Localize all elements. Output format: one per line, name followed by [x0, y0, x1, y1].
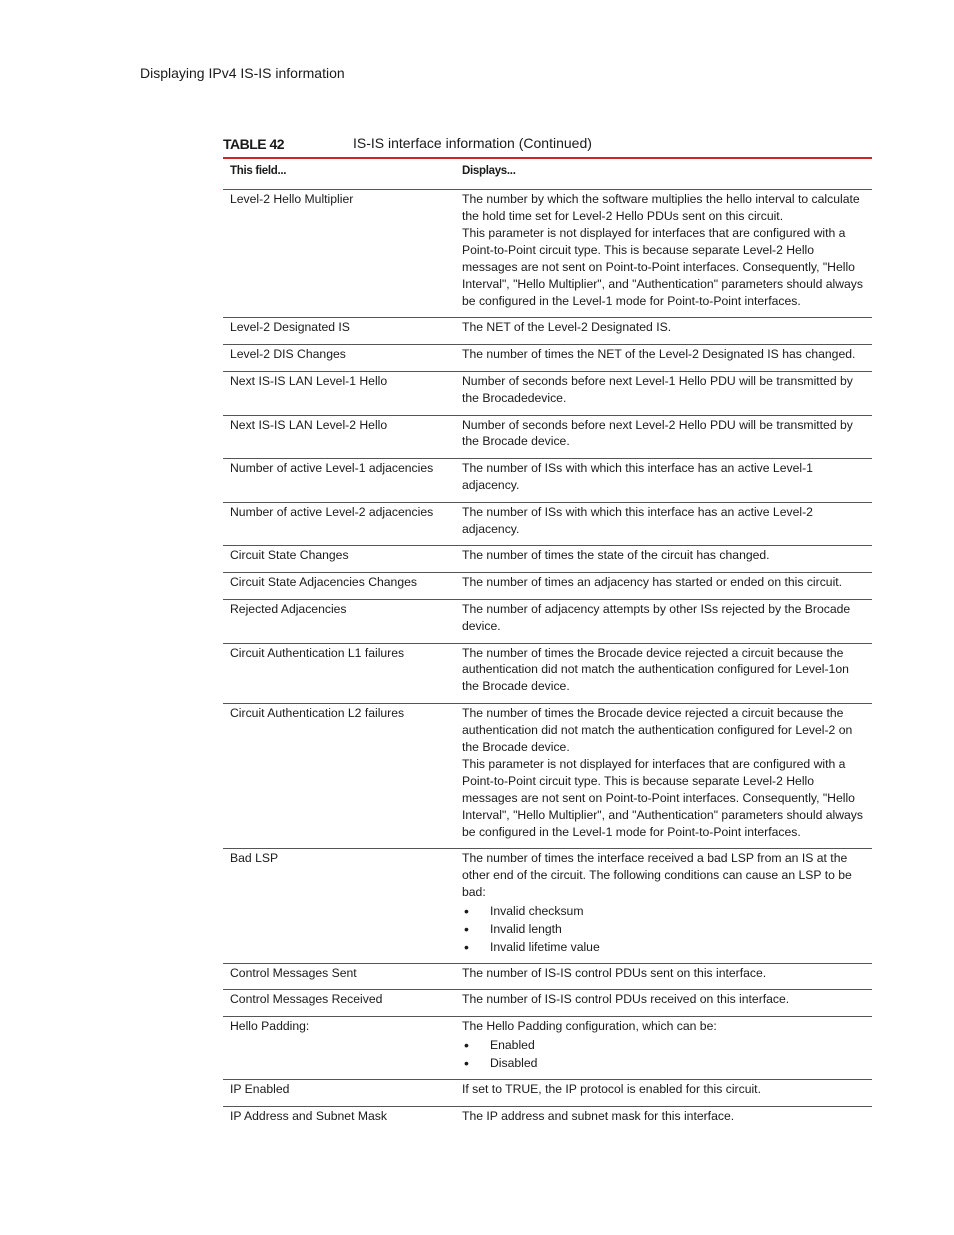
description-cell	[455, 415, 872, 459]
bullet-icon: •	[464, 902, 469, 919]
field-cell: IP Enabled	[223, 1080, 455, 1107]
table-row	[223, 1080, 872, 1107]
description-cell	[455, 1080, 872, 1107]
description-paragraph: The number of times an adjacency has started or ended on this circuit.	[462, 575, 843, 590]
running-header: Displaying IPv4 IS-IS information	[140, 65, 345, 81]
field-cell: Number of active Level-1 adjacencies	[223, 459, 455, 503]
table-row	[223, 990, 872, 1017]
description-paragraph: The number of times the interface received a bad LSP from an IS at the other end of the circuit. The following conditions can cause an LSP to be bad:	[462, 851, 852, 899]
bullet-icon: •	[464, 938, 469, 955]
table-row	[223, 318, 872, 345]
table-body	[223, 189, 872, 1132]
bullet-item	[462, 938, 865, 956]
description-paragraph: This parameter is not displayed for interfaces that are configured with a Point-to-Point circuit type. This is because separate Level-2 Hello messages are not sent on Point-to-Point interfaces. Consequently, "Hello Interval", "Hello Multiplier", and "Authentication" parameters should always be configured in the Level-1 mode for Point-to-Point interfaces.	[462, 226, 863, 308]
bullet-icon: •	[464, 920, 469, 937]
bullet-text: Disabled	[490, 1056, 538, 1071]
table-row	[223, 371, 872, 415]
field-cell: Level-2 Hello Multiplier	[223, 189, 455, 318]
bullet-text: Invalid lifetime value	[490, 939, 600, 954]
column-header-field: This field...	[223, 158, 455, 189]
field-cell: Level-2 Designated IS	[223, 318, 455, 345]
field-cell: Circuit State Adjacencies Changes	[223, 573, 455, 600]
bullet-text: Enabled	[490, 1038, 535, 1053]
bullet-list	[462, 902, 865, 956]
table-row	[223, 849, 872, 963]
field-cell: Circuit Authentication L2 failures	[223, 703, 455, 848]
description-paragraph: The number of adjacency attempts by other ISs rejected by the Brocade device.	[462, 601, 851, 633]
description-cell	[455, 963, 872, 990]
description-paragraph: The number of times the state of the circuit has changed.	[462, 548, 770, 563]
description-paragraph: This parameter is not displayed for interfaces that are configured with a Point-to-Point circuit type. This is because separate Level-2 Hello messages are not sent on Point-to-Point interfaces. Consequently, "Hello Interval", "Hello Multiplier", and "Authentication" parameters should always be configured in the Level-1 mode for Point-to-Point interfaces.	[462, 757, 863, 839]
description-cell	[455, 703, 872, 848]
field-cell: Control Messages Sent	[223, 963, 455, 990]
description-paragraph: Number of seconds before next Level-2 Hello PDU will be transmitted by the Brocade device.	[462, 417, 853, 449]
field-cell: Rejected Adjacencies	[223, 599, 455, 643]
table-row	[223, 415, 872, 459]
description-paragraph: The IP address and subnet mask for this interface.	[462, 1108, 735, 1123]
description-cell	[455, 318, 872, 345]
description-cell	[455, 345, 872, 372]
bullet-list	[462, 1036, 865, 1072]
description-cell	[455, 1017, 872, 1080]
table-row	[223, 1106, 872, 1132]
table-row	[223, 573, 872, 600]
table-row	[223, 599, 872, 643]
description-cell	[455, 371, 872, 415]
table-row	[223, 345, 872, 372]
description-cell	[455, 502, 872, 546]
description-cell	[455, 599, 872, 643]
field-cell: Control Messages Received	[223, 990, 455, 1017]
table-title: IS-IS interface information (Continued)	[353, 135, 592, 151]
interface-info-table	[223, 157, 872, 1133]
bullet-item	[462, 1054, 865, 1072]
field-cell: Number of active Level-2 adjacencies	[223, 502, 455, 546]
table-row	[223, 502, 872, 546]
field-cell: Bad LSP	[223, 849, 455, 963]
field-cell: IP Address and Subnet Mask	[230, 1108, 387, 1123]
description-paragraph: The number of times the Brocade device rejected a circuit because the authentication did not match the authentication configured for Level-2 on the Brocade device.	[462, 705, 853, 754]
description-cell	[455, 849, 872, 963]
description-paragraph: The number of ISs with which this interface has an active Level-2 adjacency.	[462, 504, 813, 536]
description-paragraph: The Hello Padding configuration, which can be:	[462, 1019, 717, 1034]
field-cell: Hello Padding:	[223, 1017, 455, 1080]
description-paragraph: The number by which the software multiplies the hello interval to calculate the hold time set for Level-2 Hello PDUs sent on this circuit.	[462, 191, 860, 223]
description-paragraph: Number of seconds before next Level-1 Hello PDU will be transmitted by the Brocadedevice.	[462, 373, 853, 405]
table-row	[223, 703, 872, 848]
field-cell: Level-2 DIS Changes	[223, 345, 455, 372]
description-cell	[455, 459, 872, 503]
table-number: TABLE 42	[223, 136, 285, 152]
description-cell	[455, 573, 872, 600]
description-cell	[455, 546, 872, 573]
description-paragraph: The number of times the NET of the Level-2 Designated IS has changed.	[462, 347, 856, 362]
table-row	[223, 546, 872, 573]
bullet-icon: •	[464, 1055, 469, 1072]
bullet-icon: •	[464, 1037, 469, 1054]
description-cell	[455, 643, 872, 703]
table-header-row	[223, 158, 872, 189]
field-cell: Circuit Authentication L1 failures	[223, 643, 455, 703]
column-header-displays: Displays...	[455, 158, 872, 189]
bullet-text: Invalid length	[490, 921, 562, 936]
bullet-item	[462, 920, 865, 938]
table-row	[223, 459, 872, 503]
description-paragraph: The number of ISs with which this interface has an active Level-1 adjacency.	[462, 461, 813, 492]
description-cell	[455, 1106, 872, 1132]
field-cell: Next IS-IS LAN Level-1 Hello	[223, 371, 455, 415]
bullet-text: Invalid checksum	[490, 903, 584, 918]
table-row	[223, 1017, 872, 1080]
description-cell	[455, 990, 872, 1017]
description-paragraph: The number of IS-IS control PDUs received on this interface.	[462, 992, 790, 1007]
field-cell: Next IS-IS LAN Level-2 Hello	[223, 415, 455, 459]
description-paragraph: The NET of the Level-2 Designated IS.	[462, 320, 672, 335]
table-row	[223, 643, 872, 703]
table-row	[223, 189, 872, 318]
description-paragraph: The number of IS-IS control PDUs sent on this interface.	[462, 965, 767, 980]
field-cell: Circuit State Changes	[223, 546, 455, 573]
bullet-item	[462, 1036, 865, 1054]
description-cell	[455, 189, 872, 318]
description-paragraph: The number of times the Brocade device rejected a circuit because the authentication did not match the authentication configured for Level-1on the Brocade device.	[462, 645, 849, 694]
bullet-item	[462, 902, 865, 920]
description-paragraph: If set to TRUE, the IP protocol is enabled for this circuit.	[462, 1082, 761, 1097]
table-row	[223, 963, 872, 990]
